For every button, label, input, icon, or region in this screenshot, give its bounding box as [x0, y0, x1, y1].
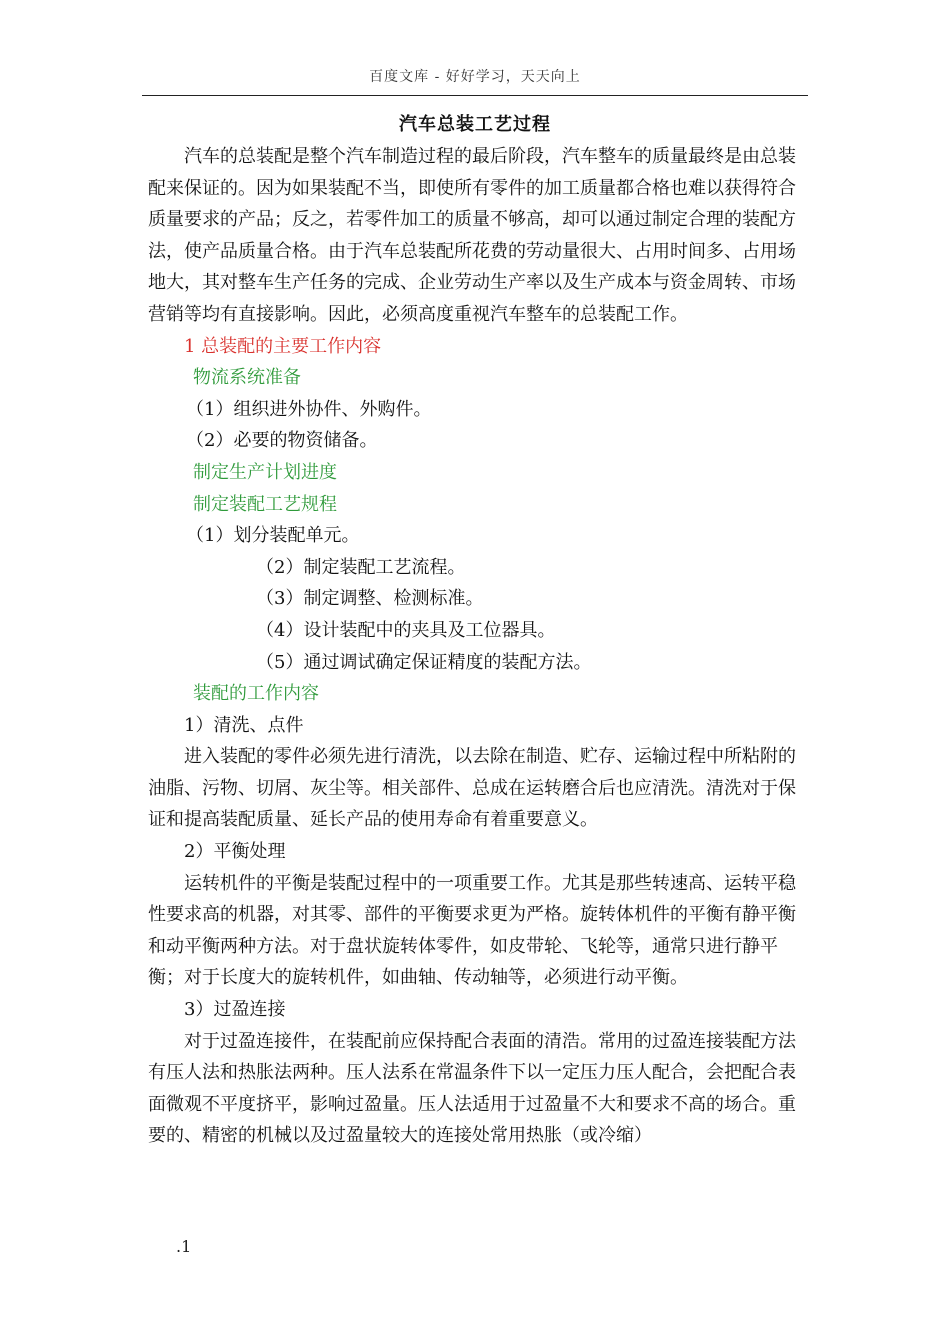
- item-heading-interference: 3）过盈连接: [184, 999, 286, 1021]
- list-item: （4）设计装配中的夹具及工位器具。: [256, 619, 556, 641]
- subheading-assembly-work: 装配的工作内容: [193, 683, 319, 705]
- paragraph-cleaning: 进入装配的零件必须先进行清洗，以去除在制造、贮存、运输过程中所粘附的油脂、污物、切屑、灰尘等。相关部件、总成在运转磨合后也应清洗。清洗对于保证和提高装配质量、延长产品的使用寿命有着重要意义。: [148, 746, 796, 831]
- list-item: （5）通过调试确定保证精度的装配方法。: [256, 651, 592, 673]
- intro-paragraph: 汽车的总装配是整个汽车制造过程的最后阶段，汽车整车的质量最终是由总装配来保证的。因为如果装配不当，即使所有零件的加工质量都合格也难以获得符合质量要求的产品；反之，若零件加工的质量不够高，却可以通过制定合理的装配方法，使产品质量合格。由于汽车总装配所花费的劳动量很大、占用时间多、占用场地大，其对整车生产任务的完成、企业劳动生产率以及生产成本与资金周转、市场营销等均有直接影响。因此，必须高度重视汽车整车的总装配工作。: [148, 146, 796, 325]
- list-item: （1）划分装配单元。: [186, 525, 360, 547]
- paragraph-balancing: 运转机件的平衡是装配过程中的一项重要工作。尤其是那些转速高、运转平稳性要求高的机器，对其零、部件的平衡要求更为严格。旋转体机件的平衡有静平衡和动平衡两种方法。对于盘状旋转体零件，如皮带轮、飞轮等，通常只进行静平衡；对于长度大的旋转机件，如曲轴、传动轴等，必须进行动平衡。: [148, 872, 796, 989]
- subheading-logistics: 物流系统准备: [193, 367, 301, 389]
- section-heading-main-work: 1 总装配的主要工作内容: [184, 335, 382, 357]
- list-item: （1）组织进外协件、外购件。: [186, 398, 432, 420]
- header-rule: [142, 95, 808, 96]
- list-item: （3）制定调整、检测标准。: [256, 588, 484, 610]
- subheading-production-plan: 制定生产计划进度: [193, 461, 337, 483]
- subheading-process-rules: 制定装配工艺规程: [193, 493, 337, 515]
- list-item: （2）必要的物资储备。: [186, 430, 378, 452]
- item-heading-cleaning: 1）清洗、点件: [184, 714, 304, 736]
- list-item: （2）制定装配工艺流程。: [256, 556, 466, 578]
- document-body: [148, 141, 808, 1152]
- item-heading-balancing: 2）平衡处理: [184, 841, 286, 863]
- page-header: 百度文库 - 好好学习，天天向上: [369, 69, 581, 85]
- page-number: .1: [176, 1237, 192, 1256]
- paragraph-interference: 对于过盈连接件，在装配前应保持配合表面的清浩。常用的过盈连接装配方法有压人法和热胀法两种。压人法系在常温条件下以一定压力压人配合，会把配合表面微观不平度挤平，影响过盈量。压人法适用于过盈量不大和要求不高的场合。重要的、精密的机械以及过盈量较大的连接处常用热胀（或冷缩）: [148, 1030, 796, 1147]
- document-title: 汽车总装工艺过程: [399, 114, 551, 135]
